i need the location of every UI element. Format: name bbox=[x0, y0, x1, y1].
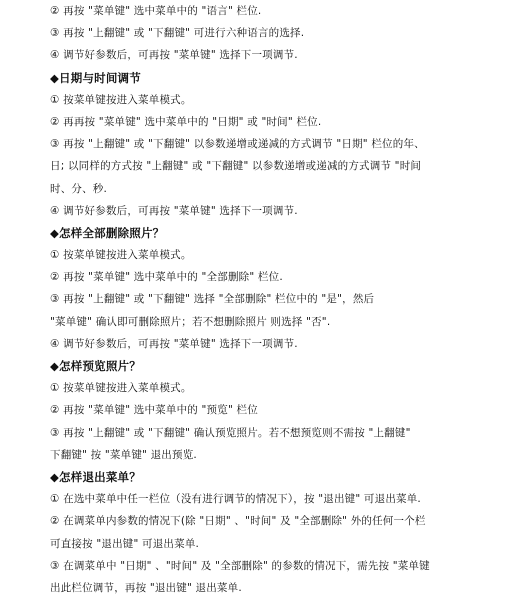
text-line: ② 在调菜单内参数的情况下(除 "日期" 、"时间" 及 "全部删除" 外的任何一个栏 bbox=[50, 515, 426, 528]
text-line: 可直接按 "退出键" 可退出菜单. bbox=[50, 537, 200, 550]
text-line: ② 再按 "菜单键" 选中菜单中的 "预览" 栏位 bbox=[50, 404, 258, 417]
text-line: ③ 再按 "上翻键" 或 "下翻键" 确认预览照片。若不想预览则不需按 "上翻键" bbox=[50, 426, 411, 439]
text-line: ③ 再按 "上翻键" 或 "下翻键" 选择 "全部删除" 栏位中的 "是"，然后 bbox=[50, 293, 375, 306]
text-line: ② 再按 "菜单键" 选中菜单中的 "语言" 栏位. bbox=[50, 5, 262, 17]
text-line: 日; 以同样的方式按 "上翻键" 或 "下翻键" 以参数递增或递减的方式调节 "时间 bbox=[50, 160, 422, 173]
text-line: "菜单键" 确认即可删除照片；若不想删除照片 则选择 "否". bbox=[50, 315, 331, 328]
text-line: ① 按菜单键按进入菜单模式。 bbox=[50, 249, 192, 262]
text-line: ① 在选中菜单中任一栏位（没有进行调节的情况下），按 "退出键" 可退出菜单. bbox=[50, 493, 421, 506]
text-line: 出此栏位调节，再按 "退出键" 退出菜单. bbox=[50, 581, 242, 594]
text-line: ④ 调节好参数后，可再按 "菜单键" 选择下一项调节. bbox=[50, 49, 298, 62]
text-line: ② 再再按 "菜单键" 选中菜单中的 "日期" 或 "时间" 栏位. bbox=[50, 115, 322, 128]
section-heading: ◆怎样预览照片？ bbox=[50, 359, 141, 373]
section-heading: ◆日期与时间调节 bbox=[50, 70, 141, 85]
text-line: ④ 调节好参数后，可再按 "菜单键" 选择下一项调节. bbox=[50, 337, 298, 350]
text-line: ① 按菜单键按进入菜单模式。 bbox=[50, 93, 192, 106]
text-line: 下翻键" 按 "菜单键" 退出预览. bbox=[50, 448, 197, 461]
text-line: ② 再按 "菜单键" 选中菜单中的 "全部删除" 栏位. bbox=[50, 271, 283, 284]
section-heading: ◆怎样退出菜单？ bbox=[50, 469, 141, 484]
text-line: ④ 调节好参数后，可再按 "菜单键" 选择下一项调节. bbox=[50, 204, 298, 217]
text-line: ③ 在调菜单中 "日期" 、"时间" 及 "全部删除" 的参数的情况下，需先按 "菜单键 bbox=[50, 559, 430, 572]
document-body bbox=[50, 0, 504, 599]
text-line: ③ 再按 "上翻键" 或 "下翻键" 以参数递增或递减的方式调节 "日期" 栏位的年、 bbox=[50, 138, 425, 151]
text-line: 时、分、秒. bbox=[50, 182, 108, 195]
text-line: ③ 再按 "上翻键" 或 "下翻键" 可进行六种语言的选择. bbox=[50, 27, 305, 40]
text-line: ① 按菜单键按进入菜单模式。 bbox=[50, 382, 192, 395]
section-heading: ◆怎样全部删除照片？ bbox=[50, 225, 165, 240]
